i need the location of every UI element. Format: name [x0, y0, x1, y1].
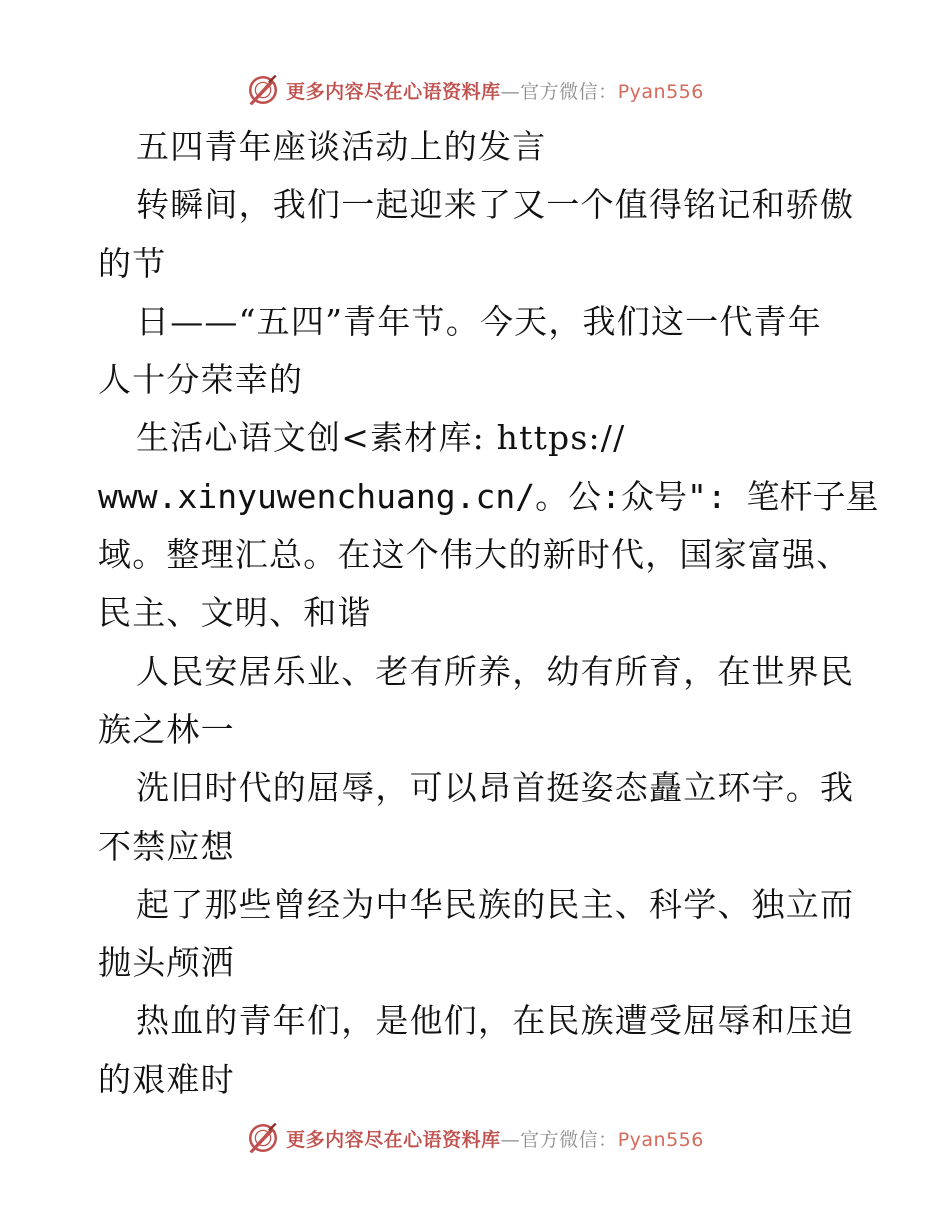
footer-wechat-id: Pyan556: [617, 1128, 704, 1151]
footer-banner-text: [286, 1125, 704, 1152]
paragraph-line: 热血的青年们，是他们，在民族遭受屈辱和压迫: [136, 1001, 855, 1041]
paragraph-line: 域。整理汇总。在这个伟大的新时代，国家富强、: [98, 535, 851, 575]
paragraph-line: 不禁应想: [98, 826, 235, 866]
paragraph-line: 的节: [98, 243, 167, 283]
paragraph-line: 人民安居乐业、老有所养，幼有所育，在世界民: [136, 651, 855, 691]
paragraph-line: www.xinyuwenchuang.cn/。公:众号": 笔杆子星: [98, 476, 879, 516]
footer-banner: [0, 1118, 950, 1158]
header-wechat-id: Pyan556: [617, 80, 704, 103]
quill-logo-icon: [246, 1121, 280, 1155]
paragraph-line: 起了那些曾经为中华民族的民主、科学、独立而: [136, 884, 855, 924]
document-title: 五四青年座谈活动上的发言: [136, 127, 547, 166]
header-site-name: 更多内容尽在心语资料库: [286, 80, 501, 103]
footer-site-name: 更多内容尽在心语资料库: [286, 1128, 501, 1151]
footer-official-label: 官方微信：: [520, 1128, 618, 1151]
header-official-label: 官方微信：: [520, 80, 618, 103]
paragraph-line: 转瞬间，我们一起迎来了又一个值得铭记和骄傲: [136, 185, 855, 225]
quill-logo-icon: [246, 73, 280, 107]
paragraph-line: 的艰难时: [98, 1059, 235, 1099]
footer-dash: —: [500, 1128, 521, 1151]
paragraph-line: 洗旧时代的屈辱，可以昂首挺姿态矗立环宇。我: [136, 768, 855, 808]
paragraph-line: 抛头颅洒: [98, 943, 235, 983]
paragraph-line: 民主、文明、和谐: [98, 593, 372, 633]
header-banner: [0, 70, 950, 110]
header-banner-text: [286, 77, 704, 104]
header-dash: —: [500, 80, 521, 103]
paragraph-line: 人十分荣幸的: [98, 360, 304, 400]
document-body: [98, 118, 879, 1109]
paragraph-line: 族之林一: [98, 709, 235, 749]
paragraph-line: 生活心语文创<素材库: https://: [136, 418, 626, 458]
paragraph-line: 日——“五四”青年节。今天，我们这一代青年: [136, 301, 822, 341]
